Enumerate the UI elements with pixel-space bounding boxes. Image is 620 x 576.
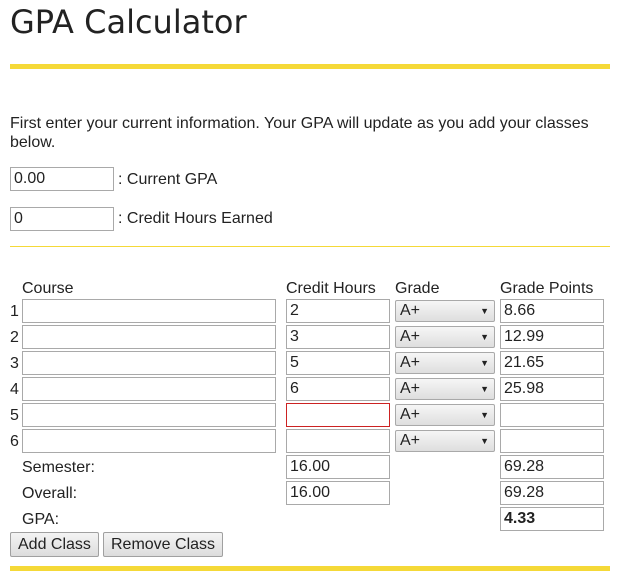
row-number: 6 bbox=[10, 433, 19, 450]
row-number: 3 bbox=[10, 355, 19, 372]
course-input-4[interactable] bbox=[22, 377, 276, 401]
grade-select-1[interactable] bbox=[395, 300, 495, 322]
grade-select-6[interactable] bbox=[395, 430, 495, 452]
credit-hours-input-5[interactable] bbox=[286, 403, 390, 427]
course-input-3[interactable] bbox=[22, 351, 276, 375]
header-course: Course bbox=[22, 280, 74, 297]
page-title: GPA Calculator bbox=[10, 3, 247, 41]
dropdown-arrow-icon: ▼ bbox=[480, 306, 489, 316]
row-number: 4 bbox=[10, 381, 19, 398]
overall-points-field[interactable] bbox=[500, 481, 604, 505]
intro-text: First enter your current information. Your GPA will update as you add your classes below. bbox=[10, 115, 589, 151]
grade-points-input-6[interactable] bbox=[500, 429, 604, 453]
grade-points-input-2[interactable] bbox=[500, 325, 604, 349]
dropdown-arrow-icon: ▼ bbox=[480, 436, 489, 446]
row-number: 5 bbox=[10, 407, 19, 424]
credit-hours-input-1[interactable] bbox=[286, 299, 390, 323]
section-divider bbox=[10, 246, 610, 247]
row-number: 2 bbox=[10, 329, 19, 346]
grade-select-5[interactable] bbox=[395, 404, 495, 426]
grade-select-2[interactable] bbox=[395, 326, 495, 348]
dropdown-arrow-icon: ▼ bbox=[480, 384, 489, 394]
current-gpa-label: : Current GPA bbox=[118, 171, 218, 188]
credit-hours-input-6[interactable] bbox=[286, 429, 390, 453]
semester-label: Semester: bbox=[22, 459, 95, 476]
semester-hours-field[interactable] bbox=[286, 455, 390, 479]
credit-hours-input-3[interactable] bbox=[286, 351, 390, 375]
course-input-5[interactable] bbox=[22, 403, 276, 427]
gpa-result-field[interactable] bbox=[500, 507, 604, 531]
dropdown-arrow-icon: ▼ bbox=[480, 410, 489, 420]
grade-select-value: A+ bbox=[400, 380, 421, 397]
grade-points-input-4[interactable] bbox=[500, 377, 604, 401]
overall-hours-field[interactable] bbox=[286, 481, 390, 505]
grade-select-value: A+ bbox=[400, 302, 421, 319]
dropdown-arrow-icon: ▼ bbox=[480, 358, 489, 368]
grade-select-4[interactable] bbox=[395, 378, 495, 400]
footer-divider bbox=[10, 566, 610, 571]
grade-select-value: A+ bbox=[400, 328, 421, 345]
credit-hours-earned-input[interactable] bbox=[10, 207, 114, 231]
credit-hours-input-2[interactable] bbox=[286, 325, 390, 349]
course-input-2[interactable] bbox=[22, 325, 276, 349]
semester-points-field[interactable] bbox=[500, 455, 604, 479]
credit-hours-earned-label: : Credit Hours Earned bbox=[118, 210, 273, 227]
grade-points-input-1[interactable] bbox=[500, 299, 604, 323]
grade-points-input-3[interactable] bbox=[500, 351, 604, 375]
row-number: 1 bbox=[10, 303, 19, 320]
course-input-1[interactable] bbox=[22, 299, 276, 323]
grade-select-value: A+ bbox=[400, 354, 421, 371]
current-gpa-input[interactable] bbox=[10, 167, 114, 191]
grade-select-value: A+ bbox=[400, 432, 421, 449]
add-class-button[interactable]: Add Class bbox=[10, 532, 99, 557]
grade-select-value: A+ bbox=[400, 406, 421, 423]
header-credit-hours: Credit Hours bbox=[286, 280, 376, 297]
grade-points-input-5[interactable] bbox=[500, 403, 604, 427]
credit-hours-input-4[interactable] bbox=[286, 377, 390, 401]
remove-class-button[interactable]: Remove Class bbox=[103, 532, 223, 557]
overall-label: Overall: bbox=[22, 485, 78, 502]
header-grade: Grade bbox=[395, 280, 440, 297]
grade-select-3[interactable] bbox=[395, 352, 495, 374]
header-divider bbox=[10, 64, 610, 69]
gpa-label: GPA: bbox=[22, 511, 60, 528]
course-input-6[interactable] bbox=[22, 429, 276, 453]
dropdown-arrow-icon: ▼ bbox=[480, 332, 489, 342]
header-grade-points: Grade Points bbox=[500, 280, 594, 297]
